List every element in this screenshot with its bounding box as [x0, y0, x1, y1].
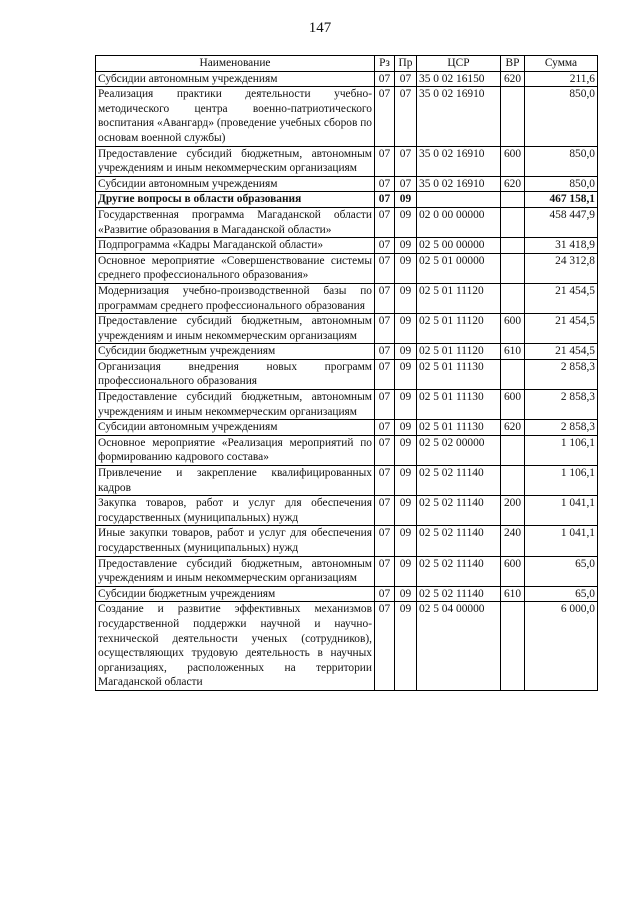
cell-rz: 07 — [375, 314, 395, 344]
cell-vr: 600 — [501, 146, 525, 176]
cell-sum: 24 312,8 — [525, 253, 598, 283]
cell-vr — [501, 238, 525, 254]
cell-vr: 600 — [501, 390, 525, 420]
cell-pr: 09 — [395, 586, 417, 602]
cell-name: Подпрограмма «Кадры Магаданской области» — [96, 238, 375, 254]
cell-vr: 600 — [501, 556, 525, 586]
cell-pr: 09 — [395, 556, 417, 586]
column-header-name: Наименование — [96, 56, 375, 72]
cell-csr: 02 5 02 11140 — [417, 496, 501, 526]
column-header-csr: ЦСР — [417, 56, 501, 72]
page-number: 147 — [308, 20, 332, 36]
cell-pr: 09 — [395, 390, 417, 420]
table-row — [96, 238, 598, 254]
cell-name: Субсидии автономным учреждениям — [96, 420, 375, 436]
cell-sum: 21 454,5 — [525, 344, 598, 360]
cell-csr: 35 0 02 16910 — [417, 146, 501, 176]
table-row — [96, 466, 598, 496]
cell-pr: 07 — [395, 146, 417, 176]
cell-sum: 1 106,1 — [525, 466, 598, 496]
cell-name: Предоставление субсидий бюджетным, автономным учреждениям и иным некоммерческим организациям — [96, 146, 375, 176]
table-row — [96, 344, 598, 360]
cell-vr — [501, 87, 525, 146]
table-row — [96, 146, 598, 176]
cell-csr: 02 5 01 11120 — [417, 344, 501, 360]
cell-csr: 35 0 02 16910 — [417, 87, 501, 146]
cell-sum: 1 041,1 — [525, 526, 598, 556]
cell-csr: 02 5 01 11120 — [417, 314, 501, 344]
cell-csr: 02 5 01 11120 — [417, 283, 501, 313]
cell-vr: 610 — [501, 586, 525, 602]
cell-vr: 200 — [501, 496, 525, 526]
table-row — [96, 586, 598, 602]
cell-pr: 09 — [395, 192, 417, 208]
cell-sum: 65,0 — [525, 556, 598, 586]
cell-name: Другие вопросы в области образования — [96, 192, 375, 208]
cell-rz: 07 — [375, 207, 395, 237]
table-row — [96, 390, 598, 420]
cell-sum: 2 858,3 — [525, 359, 598, 389]
table-row — [96, 314, 598, 344]
cell-sum: 1 106,1 — [525, 435, 598, 465]
cell-vr — [501, 359, 525, 389]
cell-csr: 35 0 02 16150 — [417, 71, 501, 87]
column-header-rz: Рз — [375, 56, 395, 72]
cell-name: Предоставление субсидий бюджетным, автономным учреждениям и иным некоммерческим организациям — [96, 314, 375, 344]
cell-sum: 850,0 — [525, 87, 598, 146]
cell-rz: 07 — [375, 556, 395, 586]
cell-rz: 07 — [375, 586, 395, 602]
cell-pr: 09 — [395, 314, 417, 344]
cell-vr: 610 — [501, 344, 525, 360]
cell-rz: 07 — [375, 496, 395, 526]
budget-table — [95, 55, 598, 691]
cell-csr: 02 5 02 00000 — [417, 435, 501, 465]
cell-vr: 620 — [501, 176, 525, 192]
cell-name: Основное мероприятие «Реализация мероприятий по формированию кадрового состава» — [96, 435, 375, 465]
cell-name: Организация внедрения новых программ профессионального образования — [96, 359, 375, 389]
cell-vr — [501, 435, 525, 465]
cell-sum: 850,0 — [525, 146, 598, 176]
cell-pr: 09 — [395, 420, 417, 436]
cell-rz: 07 — [375, 71, 395, 87]
table-body — [96, 71, 598, 690]
cell-sum: 21 454,5 — [525, 283, 598, 313]
cell-name: Основное мероприятие «Совершенствование системы среднего профессионального образования» — [96, 253, 375, 283]
cell-pr: 07 — [395, 176, 417, 192]
cell-sum: 2 858,3 — [525, 390, 598, 420]
cell-name: Государственная программа Магаданской области «Развитие образования в Магаданской области» — [96, 207, 375, 237]
cell-name: Привлечение и закрепление квалифицированных кадров — [96, 466, 375, 496]
table-row — [96, 87, 598, 146]
cell-vr: 620 — [501, 420, 525, 436]
cell-pr: 09 — [395, 602, 417, 691]
cell-name: Субсидии автономным учреждениям — [96, 176, 375, 192]
cell-csr: 02 5 04 00000 — [417, 602, 501, 691]
cell-vr — [501, 207, 525, 237]
table-row — [96, 496, 598, 526]
cell-pr: 07 — [395, 87, 417, 146]
cell-pr: 07 — [395, 71, 417, 87]
cell-vr — [501, 283, 525, 313]
cell-rz: 07 — [375, 390, 395, 420]
table-row — [96, 283, 598, 313]
cell-sum: 2 858,3 — [525, 420, 598, 436]
cell-csr: 02 0 00 00000 — [417, 207, 501, 237]
cell-sum: 21 454,5 — [525, 314, 598, 344]
cell-sum: 211,6 — [525, 71, 598, 87]
cell-rz: 07 — [375, 435, 395, 465]
cell-vr — [501, 192, 525, 208]
table-row — [96, 359, 598, 389]
table-row — [96, 253, 598, 283]
column-header-pr: Пр — [395, 56, 417, 72]
cell-vr — [501, 466, 525, 496]
cell-rz: 07 — [375, 283, 395, 313]
cell-csr: 02 5 02 11140 — [417, 526, 501, 556]
cell-pr: 09 — [395, 435, 417, 465]
cell-pr: 09 — [395, 283, 417, 313]
table-row — [96, 556, 598, 586]
cell-rz: 07 — [375, 359, 395, 389]
cell-csr: 02 5 00 00000 — [417, 238, 501, 254]
cell-rz: 07 — [375, 87, 395, 146]
table-row — [96, 176, 598, 192]
cell-rz: 07 — [375, 192, 395, 208]
cell-rz: 07 — [375, 602, 395, 691]
cell-name: Закупка товаров, работ и услуг для обеспечения государственных (муниципальных) нужд — [96, 496, 375, 526]
cell-pr: 09 — [395, 496, 417, 526]
cell-name: Субсидии автономным учреждениям — [96, 71, 375, 87]
cell-sum: 850,0 — [525, 176, 598, 192]
cell-pr: 09 — [395, 359, 417, 389]
cell-pr: 09 — [395, 238, 417, 254]
cell-vr — [501, 602, 525, 691]
cell-name: Субсидии бюджетным учреждениям — [96, 586, 375, 602]
cell-csr: 02 5 02 11140 — [417, 556, 501, 586]
cell-vr — [501, 253, 525, 283]
cell-sum: 467 158,1 — [525, 192, 598, 208]
cell-vr: 240 — [501, 526, 525, 556]
cell-rz: 07 — [375, 344, 395, 360]
column-header-sum: Сумма — [525, 56, 598, 72]
cell-name: Предоставление субсидий бюджетным, автономным учреждениям и иным некоммерческим организациям — [96, 390, 375, 420]
cell-rz: 07 — [375, 420, 395, 436]
table-row — [96, 71, 598, 87]
cell-rz: 07 — [375, 176, 395, 192]
cell-rz: 07 — [375, 146, 395, 176]
table-header-row — [96, 56, 598, 72]
cell-rz: 07 — [375, 526, 395, 556]
cell-name: Предоставление субсидий бюджетным, автономным учреждениям и иным некоммерческим организациям — [96, 556, 375, 586]
cell-csr: 02 5 01 11130 — [417, 390, 501, 420]
column-header-vr: ВР — [501, 56, 525, 72]
cell-sum: 6 000,0 — [525, 602, 598, 691]
table-row — [96, 420, 598, 436]
cell-vr: 620 — [501, 71, 525, 87]
cell-sum: 65,0 — [525, 586, 598, 602]
cell-csr: 02 5 01 11130 — [417, 359, 501, 389]
cell-name: Создание и развитие эффективных механизмов государственной поддержки научной и научно-технической деятельности ученых (сотрудников), осуществляющих трудовую деятельность в научных организациях, расположенных на территории Магаданской области — [96, 602, 375, 691]
cell-rz: 07 — [375, 466, 395, 496]
cell-sum: 31 418,9 — [525, 238, 598, 254]
cell-sum: 458 447,9 — [525, 207, 598, 237]
cell-sum: 1 041,1 — [525, 496, 598, 526]
cell-pr: 09 — [395, 466, 417, 496]
cell-rz: 07 — [375, 253, 395, 283]
cell-vr: 600 — [501, 314, 525, 344]
cell-csr: 02 5 01 11130 — [417, 420, 501, 436]
cell-csr: 02 5 01 00000 — [417, 253, 501, 283]
cell-name: Субсидии бюджетным учреждениям — [96, 344, 375, 360]
cell-pr: 09 — [395, 207, 417, 237]
table-row — [96, 207, 598, 237]
cell-csr: 02 5 02 11140 — [417, 466, 501, 496]
cell-rz: 07 — [375, 238, 395, 254]
cell-csr — [417, 192, 501, 208]
table-row — [96, 192, 598, 208]
cell-pr: 09 — [395, 344, 417, 360]
table-row — [96, 602, 598, 691]
cell-name: Иные закупки товаров, работ и услуг для обеспечения государственных (муниципальных) нужд — [96, 526, 375, 556]
cell-csr: 35 0 02 16910 — [417, 176, 501, 192]
cell-pr: 09 — [395, 253, 417, 283]
cell-csr: 02 5 02 11140 — [417, 586, 501, 602]
cell-name: Реализация практики деятельности учебно-методического центра военно-патриотического воспитания «Авангард» (проведение учебных сборов по основам военной службы) — [96, 87, 375, 146]
cell-name: Модернизация учебно-производственной базы по программам среднего профессионального образования — [96, 283, 375, 313]
cell-pr: 09 — [395, 526, 417, 556]
table-row — [96, 435, 598, 465]
table-row — [96, 526, 598, 556]
